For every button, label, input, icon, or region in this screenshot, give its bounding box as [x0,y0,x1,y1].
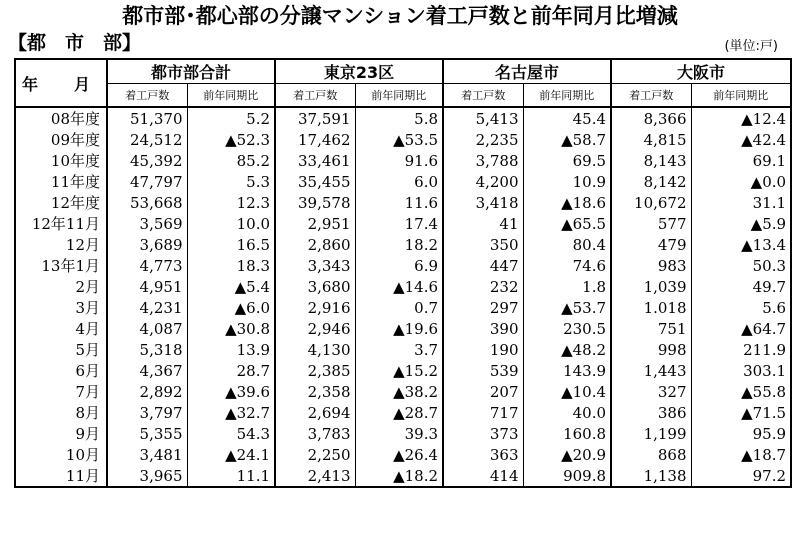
row-label: 5月 [15,339,107,360]
starts-cell: 51,370 [107,107,187,129]
subheader-yoy: 前年同期比 [187,84,275,108]
starts-cell: 3,343 [275,255,355,276]
yoy-cell: 69.5 [523,150,611,171]
starts-cell: 1,443 [611,360,691,381]
yoy-cell: ▲65.5 [523,213,611,234]
starts-cell: 190 [443,339,523,360]
starts-cell: 8,366 [611,107,691,129]
yoy-cell: ▲19.6 [355,318,443,339]
table-row [15,465,791,487]
starts-cell: 53,668 [107,192,187,213]
yoy-cell: ▲12.4 [691,107,791,129]
yoy-cell: 5.3 [187,171,275,192]
yoy-cell: 5.6 [691,297,791,318]
starts-cell: 350 [443,234,523,255]
subheader-yoy: 前年同期比 [523,84,611,108]
starts-cell: 3,783 [275,423,355,444]
row-label: 3月 [15,297,107,318]
yoy-cell: ▲39.6 [187,381,275,402]
starts-cell: 3,788 [443,150,523,171]
yoy-cell: ▲28.7 [355,402,443,423]
yoy-cell: 303.1 [691,360,791,381]
row-label: 12年11月 [15,213,107,234]
starts-cell: 2,916 [275,297,355,318]
row-label: 8月 [15,402,107,423]
starts-cell: 3,569 [107,213,187,234]
starts-cell: 2,413 [275,465,355,487]
yoy-cell: 74.6 [523,255,611,276]
starts-cell: 327 [611,381,691,402]
row-label: 4月 [15,318,107,339]
starts-cell: 8,142 [611,171,691,192]
starts-cell: 45,392 [107,150,187,171]
yoy-cell: 0.7 [355,297,443,318]
yoy-cell: 11.6 [355,192,443,213]
starts-cell: 5,318 [107,339,187,360]
table-row [15,423,791,444]
starts-cell: 41 [443,213,523,234]
table-row [15,318,791,339]
row-label: 11月 [15,465,107,487]
yoy-cell: ▲18.7 [691,444,791,465]
subheader-yoy: 前年同期比 [355,84,443,108]
yoy-cell: ▲32.7 [187,402,275,423]
starts-cell: 2,946 [275,318,355,339]
yoy-cell: ▲5.9 [691,213,791,234]
yoy-cell: 11.1 [187,465,275,487]
starts-cell: 868 [611,444,691,465]
row-label: 10年度 [15,150,107,171]
yoy-cell: 3.7 [355,339,443,360]
starts-cell: 4,130 [275,339,355,360]
starts-cell: 37,591 [275,107,355,129]
starts-cell: 24,512 [107,129,187,150]
yoy-cell: 28.7 [187,360,275,381]
row-label: 12年度 [15,192,107,213]
table-row [15,213,791,234]
starts-cell: 1.018 [611,297,691,318]
yoy-cell: ▲0.0 [691,171,791,192]
yoy-cell: ▲42.4 [691,129,791,150]
yoy-cell: 45.4 [523,107,611,129]
row-label: 10月 [15,444,107,465]
yoy-cell: 18.2 [355,234,443,255]
table-row [15,107,791,129]
starts-cell: 8,143 [611,150,691,171]
starts-cell: 47,797 [107,171,187,192]
yoy-cell: ▲38.2 [355,381,443,402]
starts-cell: 414 [443,465,523,487]
starts-cell: 232 [443,276,523,297]
yoy-cell: 49.7 [691,276,791,297]
yoy-cell: ▲53.5 [355,129,443,150]
starts-cell: 4,231 [107,297,187,318]
starts-cell: 1,199 [611,423,691,444]
starts-cell: 998 [611,339,691,360]
region-header-total: 都市部合計 [107,59,275,84]
starts-cell: 35,455 [275,171,355,192]
starts-cell: 2,250 [275,444,355,465]
table-row [15,276,791,297]
page-title: 都市部･都心部の分譲マンション着工戸数と前年同月比増減 [122,4,678,28]
starts-cell: 4,087 [107,318,187,339]
starts-cell: 447 [443,255,523,276]
table-row [15,150,791,171]
yoy-cell: 1.8 [523,276,611,297]
starts-cell: 3,418 [443,192,523,213]
starts-cell: 5,355 [107,423,187,444]
yoy-cell: ▲13.4 [691,234,791,255]
starts-cell: 3,680 [275,276,355,297]
yoy-cell: ▲26.4 [355,444,443,465]
region-header-tokyo: 東京23区 [275,59,443,84]
yoy-cell: 69.1 [691,150,791,171]
subheader-yoy: 前年同期比 [691,84,791,108]
yoy-cell: 10.0 [187,213,275,234]
row-label: 9月 [15,423,107,444]
row-label: 12月 [15,234,107,255]
yoy-cell: ▲10.4 [523,381,611,402]
yoy-cell: 91.6 [355,150,443,171]
table-row [15,402,791,423]
starts-cell: 3,965 [107,465,187,487]
yoy-cell: ▲18.2 [355,465,443,487]
yoy-cell: ▲6.0 [187,297,275,318]
yoy-cell: 5.2 [187,107,275,129]
starts-cell: 17,462 [275,129,355,150]
yoy-cell: ▲15.2 [355,360,443,381]
table-row [15,192,791,213]
yoy-cell: 211.9 [691,339,791,360]
starts-cell: 983 [611,255,691,276]
yoy-cell: 230.5 [523,318,611,339]
yoy-cell: 40.0 [523,402,611,423]
yoy-cell: ▲18.6 [523,192,611,213]
row-label: 08年度 [15,107,107,129]
starts-cell: 3,689 [107,234,187,255]
yoy-cell: 160.8 [523,423,611,444]
starts-cell: 4,773 [107,255,187,276]
yoy-cell: 16.5 [187,234,275,255]
yoy-cell: ▲64.7 [691,318,791,339]
yoy-cell: ▲5.4 [187,276,275,297]
starts-cell: 207 [443,381,523,402]
row-label: 7月 [15,381,107,402]
starts-cell: 1,138 [611,465,691,487]
row-label: 13年1月 [15,255,107,276]
yoy-cell: 80.4 [523,234,611,255]
table-row [15,444,791,465]
starts-cell: 1,039 [611,276,691,297]
yoy-cell: 6.9 [355,255,443,276]
section-label: 【都 市 部】 [8,32,142,54]
starts-cell: 2,951 [275,213,355,234]
starts-cell: 751 [611,318,691,339]
year-month-header: 年 月 [15,59,107,107]
yoy-cell: 39.3 [355,423,443,444]
starts-cell: 479 [611,234,691,255]
starts-cell: 2,358 [275,381,355,402]
yoy-cell: 85.2 [187,150,275,171]
row-label: 2月 [15,276,107,297]
starts-cell: 10,672 [611,192,691,213]
starts-cell: 5,413 [443,107,523,129]
table-row [15,171,791,192]
yoy-cell: ▲71.5 [691,402,791,423]
unit-label: (単位:戸) [724,39,778,54]
yoy-cell: ▲52.3 [187,129,275,150]
yoy-cell: ▲14.6 [355,276,443,297]
starts-cell: 4,200 [443,171,523,192]
table-row [15,339,791,360]
starts-cell: 386 [611,402,691,423]
row-label: 09年度 [15,129,107,150]
starts-cell: 297 [443,297,523,318]
starts-cell: 2,694 [275,402,355,423]
row-label: 6月 [15,360,107,381]
yoy-cell: 50.3 [691,255,791,276]
yoy-cell: 13.9 [187,339,275,360]
starts-cell: 373 [443,423,523,444]
starts-cell: 4,815 [611,129,691,150]
starts-cell: 2,385 [275,360,355,381]
yoy-cell: 97.2 [691,465,791,487]
starts-cell: 717 [443,402,523,423]
subheader-starts: 着工戸数 [275,84,355,108]
table-body [15,107,791,487]
yoy-cell: 18.3 [187,255,275,276]
starts-cell: 363 [443,444,523,465]
yoy-cell: ▲58.7 [523,129,611,150]
starts-cell: 39,578 [275,192,355,213]
table-row [15,360,791,381]
yoy-cell: 12.3 [187,192,275,213]
yoy-cell: ▲24.1 [187,444,275,465]
region-header-nagoya: 名古屋市 [443,59,611,84]
table-row [15,297,791,318]
yoy-cell: ▲30.8 [187,318,275,339]
yoy-cell: ▲53.7 [523,297,611,318]
yoy-cell: 54.3 [187,423,275,444]
region-header-osaka: 大阪市 [611,59,791,84]
table-row [15,381,791,402]
table-row [15,129,791,150]
starts-cell: 3,797 [107,402,187,423]
starts-cell: 2,892 [107,381,187,402]
yoy-cell: 31.1 [691,192,791,213]
starts-cell: 390 [443,318,523,339]
subheader-starts: 着工戸数 [443,84,523,108]
subheader-starts: 着工戸数 [107,84,187,108]
starts-cell: 3,481 [107,444,187,465]
yoy-cell: 6.0 [355,171,443,192]
yoy-cell: ▲48.2 [523,339,611,360]
yoy-cell: 95.9 [691,423,791,444]
starts-cell: 577 [611,213,691,234]
yoy-cell: 17.4 [355,213,443,234]
yoy-cell: 909.8 [523,465,611,487]
yoy-cell: 5.8 [355,107,443,129]
starts-cell: 4,951 [107,276,187,297]
yoy-cell: ▲20.9 [523,444,611,465]
yoy-cell: ▲55.8 [691,381,791,402]
table-row [15,234,791,255]
yoy-cell: 143.9 [523,360,611,381]
starts-cell: 2,860 [275,234,355,255]
housing-starts-table [14,58,792,488]
starts-cell: 33,461 [275,150,355,171]
starts-cell: 4,367 [107,360,187,381]
starts-cell: 539 [443,360,523,381]
table-row [15,255,791,276]
row-label: 11年度 [15,171,107,192]
yoy-cell: 10.9 [523,171,611,192]
starts-cell: 2,235 [443,129,523,150]
subheader-starts: 着工戸数 [611,84,691,108]
